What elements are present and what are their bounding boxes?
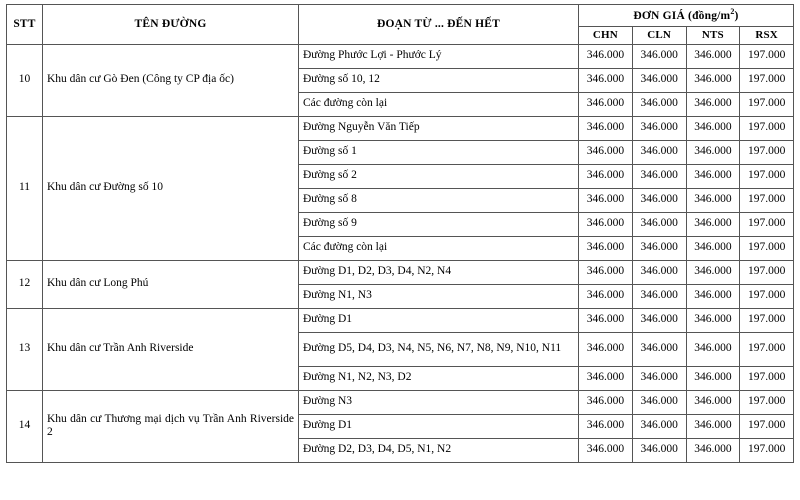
cell-price-rsx: 197.000 (740, 260, 794, 284)
cell-price-cln: 346.000 (632, 414, 686, 438)
cell-segment: Đường D2, D3, D4, D5, N1, N2 (299, 438, 579, 462)
cell-price-nts: 346.000 (686, 332, 740, 366)
cell-price-rsx: 197.000 (740, 212, 794, 236)
cell-price-rsx: 197.000 (740, 140, 794, 164)
cell-segment: Đường số 8 (299, 188, 579, 212)
cell-stt: 12 (7, 260, 43, 308)
cell-street-name: Khu dân cư Long Phú (43, 260, 299, 308)
unit-price-close-paren: ) (734, 9, 739, 22)
cell-stt: 13 (7, 308, 43, 390)
cell-segment: Đường D1 (299, 308, 579, 332)
cell-price-chn: 346.000 (579, 212, 633, 236)
cell-price-nts: 346.000 (686, 284, 740, 308)
column-header-segment: ĐOẠN TỪ ... ĐẾN HẾT (299, 5, 579, 45)
cell-price-cln: 346.000 (632, 188, 686, 212)
cell-price-nts: 346.000 (686, 438, 740, 462)
table-row (7, 116, 794, 140)
cell-price-rsx: 197.000 (740, 44, 794, 68)
cell-price-cln: 346.000 (632, 260, 686, 284)
cell-price-nts: 346.000 (686, 308, 740, 332)
unit-price-superscript: 2 (730, 7, 735, 16)
cell-price-chn: 346.000 (579, 332, 633, 366)
cell-price-chn: 346.000 (579, 390, 633, 414)
cell-stt: 11 (7, 116, 43, 260)
cell-price-rsx: 197.000 (740, 164, 794, 188)
cell-segment: Đường số 2 (299, 164, 579, 188)
cell-segment: Đường D1 (299, 414, 579, 438)
cell-price-rsx: 197.000 (740, 308, 794, 332)
cell-price-cln: 346.000 (632, 308, 686, 332)
cell-price-chn: 346.000 (579, 366, 633, 390)
cell-price-nts: 346.000 (686, 366, 740, 390)
cell-segment: Đường N1, N3 (299, 284, 579, 308)
column-header-street-name: TÊN ĐƯỜNG (43, 5, 299, 45)
table-body (7, 44, 794, 462)
cell-stt: 10 (7, 44, 43, 116)
table-header (7, 5, 794, 45)
cell-price-chn: 346.000 (579, 308, 633, 332)
cell-price-nts: 346.000 (686, 116, 740, 140)
cell-segment: Các đường còn lại (299, 236, 579, 260)
cell-street-name: Khu dân cư Đường số 10 (43, 116, 299, 260)
cell-price-nts: 346.000 (686, 414, 740, 438)
cell-price-cln: 346.000 (632, 116, 686, 140)
cell-price-rsx: 197.000 (740, 390, 794, 414)
cell-price-nts: 346.000 (686, 188, 740, 212)
column-header-rsx: RSX (740, 26, 794, 44)
column-header-nts: NTS (686, 26, 740, 44)
cell-price-cln: 346.000 (632, 366, 686, 390)
cell-price-nts: 346.000 (686, 236, 740, 260)
cell-price-chn: 346.000 (579, 116, 633, 140)
cell-price-chn: 346.000 (579, 188, 633, 212)
cell-price-rsx: 197.000 (740, 188, 794, 212)
cell-segment: Đường N1, N2, N3, D2 (299, 366, 579, 390)
cell-segment: Đường số 1 (299, 140, 579, 164)
header-row-primary (7, 5, 794, 27)
unit-price-label: ĐƠN GIÁ (đồng/m (633, 9, 731, 22)
cell-price-chn: 346.000 (579, 140, 633, 164)
cell-price-nts: 346.000 (686, 92, 740, 116)
cell-segment: Đường số 9 (299, 212, 579, 236)
cell-price-nts: 346.000 (686, 212, 740, 236)
cell-price-rsx: 197.000 (740, 236, 794, 260)
cell-stt: 14 (7, 390, 43, 462)
cell-price-nts: 346.000 (686, 260, 740, 284)
cell-price-cln: 346.000 (632, 284, 686, 308)
cell-price-chn: 346.000 (579, 236, 633, 260)
cell-price-cln: 346.000 (632, 92, 686, 116)
cell-price-rsx: 197.000 (740, 92, 794, 116)
cell-price-rsx: 197.000 (740, 116, 794, 140)
table-row (7, 260, 794, 284)
cell-price-chn: 346.000 (579, 44, 633, 68)
cell-segment: Đường D1, D2, D3, D4, N2, N4 (299, 260, 579, 284)
cell-price-rsx: 197.000 (740, 414, 794, 438)
cell-price-cln: 346.000 (632, 390, 686, 414)
cell-price-cln: 346.000 (632, 68, 686, 92)
cell-price-nts: 346.000 (686, 140, 740, 164)
cell-segment: Đường D5, D4, D3, N4, N5, N6, N7, N8, N9, N10, N11 (299, 332, 579, 366)
column-header-cln: CLN (632, 26, 686, 44)
cell-street-name: Khu dân cư Gò Đen (Công ty CP địa ốc) (43, 44, 299, 116)
table-row (7, 390, 794, 414)
cell-price-cln: 346.000 (632, 212, 686, 236)
cell-segment: Các đường còn lại (299, 92, 579, 116)
cell-price-nts: 346.000 (686, 390, 740, 414)
cell-segment: Đường Phước Lợi - Phước Lý (299, 44, 579, 68)
cell-price-chn: 346.000 (579, 284, 633, 308)
cell-price-rsx: 197.000 (740, 332, 794, 366)
table-row (7, 308, 794, 332)
cell-price-chn: 346.000 (579, 260, 633, 284)
cell-segment: Đường N3 (299, 390, 579, 414)
cell-segment: Đường số 10, 12 (299, 68, 579, 92)
cell-price-chn: 346.000 (579, 438, 633, 462)
cell-street-name: Khu dân cư Trần Anh Riverside (43, 308, 299, 390)
land-price-table (6, 4, 794, 463)
column-header-stt: STT (7, 5, 43, 45)
cell-price-rsx: 197.000 (740, 68, 794, 92)
table-row (7, 44, 794, 68)
column-header-chn: CHN (579, 26, 633, 44)
cell-price-rsx: 197.000 (740, 366, 794, 390)
cell-street-name: Khu dân cư Thương mại dịch vụ Trần Anh Riverside 2 (43, 390, 299, 462)
cell-price-cln: 346.000 (632, 332, 686, 366)
cell-price-nts: 346.000 (686, 68, 740, 92)
cell-price-chn: 346.000 (579, 414, 633, 438)
cell-segment: Đường Nguyễn Văn Tiếp (299, 116, 579, 140)
cell-price-chn: 346.000 (579, 68, 633, 92)
cell-price-chn: 346.000 (579, 164, 633, 188)
cell-price-cln: 346.000 (632, 438, 686, 462)
cell-price-rsx: 197.000 (740, 284, 794, 308)
cell-price-chn: 346.000 (579, 92, 633, 116)
cell-price-nts: 346.000 (686, 44, 740, 68)
cell-price-nts: 346.000 (686, 164, 740, 188)
column-header-unit-price-group (579, 5, 794, 27)
cell-price-cln: 346.000 (632, 236, 686, 260)
cell-price-cln: 346.000 (632, 44, 686, 68)
cell-price-cln: 346.000 (632, 164, 686, 188)
cell-price-cln: 346.000 (632, 140, 686, 164)
cell-price-rsx: 197.000 (740, 438, 794, 462)
